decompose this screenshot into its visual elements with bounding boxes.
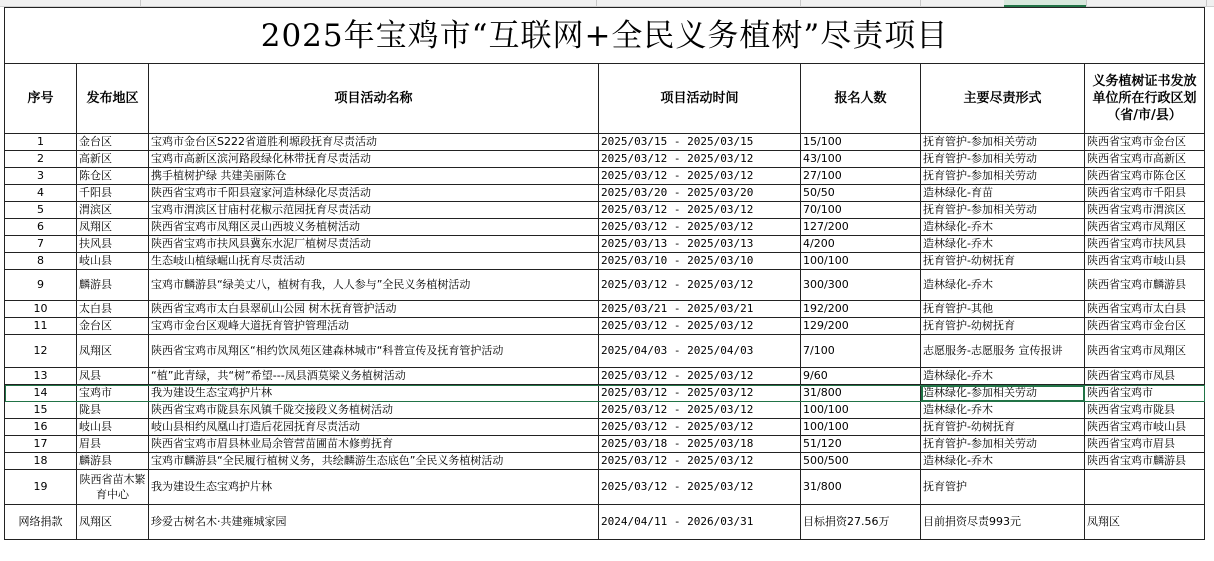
cell-count[interactable]: 100/100 bbox=[801, 253, 921, 270]
header-form[interactable]: 主要尽责形式 bbox=[921, 64, 1085, 134]
cell-seq[interactable]: 14 bbox=[5, 385, 77, 402]
table-row bbox=[5, 134, 1205, 151]
cell-cert[interactable]: 陕西省宝鸡市金台区 bbox=[1085, 318, 1205, 335]
table-row bbox=[5, 402, 1205, 419]
cell-time[interactable]: 2025/03/21 - 2025/03/21 bbox=[599, 301, 801, 318]
cell-seq[interactable]: 3 bbox=[5, 168, 77, 185]
donation-district[interactable]: 凤翔区 bbox=[77, 505, 149, 540]
cell-form[interactable]: 抚育管护-其他 bbox=[921, 301, 1085, 318]
table-row bbox=[5, 270, 1205, 301]
cell-count[interactable]: 300/300 bbox=[801, 270, 921, 301]
header-time[interactable]: 项目活动时间 bbox=[599, 64, 801, 134]
cell-count[interactable]: 50/50 bbox=[801, 185, 921, 202]
cell-form[interactable]: 造林绿化-乔木 bbox=[921, 270, 1085, 301]
cell-district[interactable]: 金台区 bbox=[77, 134, 149, 151]
cell-seq[interactable]: 4 bbox=[5, 185, 77, 202]
cell-cert[interactable]: 陕西省宝鸡市高新区 bbox=[1085, 151, 1205, 168]
cell-form[interactable]: 抚育管护 bbox=[921, 470, 1085, 505]
cell-seq[interactable]: 5 bbox=[5, 202, 77, 219]
cell-time[interactable]: 2025/03/12 - 2025/03/12 bbox=[599, 318, 801, 335]
cell-name[interactable]: “植”此青绿，共“树”希望---凤县酒莫梁义务植树活动 bbox=[149, 368, 599, 385]
cell-cert[interactable]: 陕西省宝鸡市眉县 bbox=[1085, 436, 1205, 453]
cell-count[interactable]: 7/100 bbox=[801, 335, 921, 368]
donation-row bbox=[5, 505, 1205, 540]
cell-count[interactable]: 127/200 bbox=[801, 219, 921, 236]
table-row bbox=[5, 453, 1205, 470]
header-count[interactable]: 报名人数 bbox=[801, 64, 921, 134]
cell-name[interactable]: 生态岐山植绿崛山抚育尽责活动 bbox=[149, 253, 599, 270]
column-divider[interactable] bbox=[920, 0, 921, 6]
cell-form[interactable]: 志愿服务-志愿服务 宣传报讲 bbox=[921, 335, 1085, 368]
cell-district[interactable]: 麟游县 bbox=[77, 453, 149, 470]
cell-time[interactable]: 2025/03/12 - 2025/03/12 bbox=[599, 168, 801, 185]
cell-cert[interactable]: 陕西省宝鸡市扶风县 bbox=[1085, 236, 1205, 253]
table-row bbox=[5, 236, 1205, 253]
cell-district[interactable]: 凤翔区 bbox=[77, 219, 149, 236]
donation-name[interactable]: 珍爱古树名木·共建雍城家园 bbox=[149, 505, 599, 540]
cell-count[interactable]: 31/800 bbox=[801, 385, 921, 402]
cell-form[interactable]: 抚育管护-参加相关劳动 bbox=[921, 436, 1085, 453]
cell-count[interactable]: 43/100 bbox=[801, 151, 921, 168]
cell-seq[interactable]: 19 bbox=[5, 470, 77, 505]
cell-district[interactable]: 扶风县 bbox=[77, 236, 149, 253]
cell-cert[interactable]: 陕西省宝鸡市凤翔区 bbox=[1085, 219, 1205, 236]
cell-time[interactable]: 2025/03/12 - 2025/03/12 bbox=[599, 453, 801, 470]
table-row bbox=[5, 335, 1205, 368]
cell-count[interactable]: 15/100 bbox=[801, 134, 921, 151]
cell-district[interactable]: 高新区 bbox=[77, 151, 149, 168]
cell-cert[interactable]: 陕西省宝鸡市太白县 bbox=[1085, 301, 1205, 318]
cell-form[interactable]: 抚育管护-参加相关劳动 bbox=[921, 202, 1085, 219]
cell-time[interactable]: 2025/03/12 - 2025/03/12 bbox=[599, 270, 801, 301]
cell-name[interactable]: 宝鸡市麟游县“绿美丈八，植树有我，人人参与”全民义务植树活动 bbox=[149, 270, 599, 301]
cell-cert[interactable]: 陕西省宝鸡市陈仓区 bbox=[1085, 168, 1205, 185]
cell-name[interactable]: 宝鸡市渭滨区甘庙村花椒示范园抚育尽责活动 bbox=[149, 202, 599, 219]
cell-district[interactable]: 太白县 bbox=[77, 301, 149, 318]
table-row bbox=[5, 202, 1205, 219]
cell-time[interactable]: 2025/03/20 - 2025/03/20 bbox=[599, 185, 801, 202]
cell-count[interactable]: 100/100 bbox=[801, 402, 921, 419]
cell-name[interactable]: 陕西省宝鸡市凤翔区灵山西坡义务植树活动 bbox=[149, 219, 599, 236]
column-header-strip bbox=[0, 0, 1214, 7]
header-seq[interactable]: 序号 bbox=[5, 64, 77, 134]
cell-cert[interactable]: 陕西省宝鸡市陇县 bbox=[1085, 402, 1205, 419]
cell-count[interactable]: 500/500 bbox=[801, 453, 921, 470]
cell-seq[interactable]: 18 bbox=[5, 453, 77, 470]
cell-seq[interactable]: 11 bbox=[5, 318, 77, 335]
cell-form[interactable]: 抚育管护-幼树抚育 bbox=[921, 419, 1085, 436]
cell-form[interactable]: 抚育管护-参加相关劳动 bbox=[921, 134, 1085, 151]
cell-name[interactable]: 陕西省宝鸡市太白县翠矶山公园 树木抚育管护活动 bbox=[149, 301, 599, 318]
cell-district[interactable]: 渭滨区 bbox=[77, 202, 149, 219]
cell-seq[interactable]: 13 bbox=[5, 368, 77, 385]
cell-count[interactable]: 27/100 bbox=[801, 168, 921, 185]
cell-cert[interactable]: 陕西省宝鸡市麟游县 bbox=[1085, 453, 1205, 470]
column-divider[interactable] bbox=[1086, 0, 1087, 6]
cell-form[interactable]: 造林绿化-乔木 bbox=[921, 236, 1085, 253]
column-divider[interactable] bbox=[140, 0, 141, 6]
cell-district[interactable]: 金台区 bbox=[77, 318, 149, 335]
cell-cert[interactable]: 陕西省宝鸡市岐山县 bbox=[1085, 253, 1205, 270]
table-row bbox=[5, 436, 1205, 453]
cell-district[interactable]: 岐山县 bbox=[77, 419, 149, 436]
cell-district[interactable]: 凤县 bbox=[77, 368, 149, 385]
table-body bbox=[5, 134, 1205, 505]
cell-name[interactable]: 陕西省宝鸡市眉县林业局余管营苗圃苗木修剪抚育 bbox=[149, 436, 599, 453]
cell-form[interactable]: 抚育管护-幼树抚育 bbox=[921, 253, 1085, 270]
cell-count[interactable]: 4/200 bbox=[801, 236, 921, 253]
column-divider[interactable] bbox=[1206, 0, 1207, 6]
cell-seq[interactable]: 9 bbox=[5, 270, 77, 301]
column-divider[interactable] bbox=[596, 0, 597, 6]
cell-seq[interactable]: 6 bbox=[5, 219, 77, 236]
cell-count[interactable]: 70/100 bbox=[801, 202, 921, 219]
cell-cert[interactable]: 陕西省宝鸡市岐山县 bbox=[1085, 419, 1205, 436]
table-row bbox=[5, 318, 1205, 335]
table-row bbox=[5, 253, 1205, 270]
cell-time[interactable]: 2025/03/12 - 2025/03/12 bbox=[599, 219, 801, 236]
cell-name[interactable]: 我为建设生态宝鸡护片林 bbox=[149, 385, 599, 402]
cell-time[interactable]: 2025/04/03 - 2025/04/03 bbox=[599, 335, 801, 368]
selected-column-marker[interactable] bbox=[1004, 0, 1086, 7]
cell-count[interactable]: 100/100 bbox=[801, 419, 921, 436]
table-row bbox=[5, 151, 1205, 168]
cell-time[interactable]: 2025/03/12 - 2025/03/12 bbox=[599, 402, 801, 419]
cell-cert[interactable]: 陕西省宝鸡市千阳县 bbox=[1085, 185, 1205, 202]
cell-district[interactable]: 麟游县 bbox=[77, 270, 149, 301]
cell-district[interactable]: 宝鸡市 bbox=[77, 385, 149, 402]
cell-seq[interactable]: 17 bbox=[5, 436, 77, 453]
cell-district[interactable]: 陕西省苗木繁育中心 bbox=[77, 470, 149, 505]
donation-seq[interactable]: 网络捐款 bbox=[5, 505, 77, 540]
cell-cert[interactable]: 陕西省宝鸡市渭滨区 bbox=[1085, 202, 1205, 219]
cell-time[interactable]: 2025/03/13 - 2025/03/13 bbox=[599, 236, 801, 253]
donation-count[interactable]: 目标捐资27.56万 bbox=[801, 505, 921, 540]
cell-seq[interactable]: 16 bbox=[5, 419, 77, 436]
table-row bbox=[5, 168, 1205, 185]
cell-seq[interactable]: 12 bbox=[5, 335, 77, 368]
cell-cert[interactable]: 陕西省宝鸡市麟游县 bbox=[1085, 270, 1205, 301]
cell-district[interactable]: 陈仓区 bbox=[77, 168, 149, 185]
cell-seq[interactable]: 2 bbox=[5, 151, 77, 168]
cell-cert[interactable]: 陕西省宝鸡市金台区 bbox=[1085, 134, 1205, 151]
cell-seq[interactable]: 1 bbox=[5, 134, 77, 151]
cell-time[interactable]: 2025/03/15 - 2025/03/15 bbox=[599, 134, 801, 151]
table-row bbox=[5, 301, 1205, 318]
cell-name[interactable]: 宝鸡市高新区滨河路段绿化林带抚育尽责活动 bbox=[149, 151, 599, 168]
cell-count[interactable]: 192/200 bbox=[801, 301, 921, 318]
cell-count[interactable]: 51/120 bbox=[801, 436, 921, 453]
column-divider[interactable] bbox=[800, 0, 801, 6]
cell-count[interactable]: 9/60 bbox=[801, 368, 921, 385]
cell-name[interactable]: 宝鸡市金台区观峰大道抚育管护管理活动 bbox=[149, 318, 599, 335]
cell-form[interactable]: 造林绿化-乔木 bbox=[921, 368, 1085, 385]
cell-cert[interactable]: 陕西省宝鸡市凤翔区 bbox=[1085, 335, 1205, 368]
cell-time[interactable]: 2025/03/12 - 2025/03/12 bbox=[599, 151, 801, 168]
cell-name[interactable]: 宝鸡市金台区S222省道胜利塬段抚育尽责活动 bbox=[149, 134, 599, 151]
cell-form[interactable]: 造林绿化-乔木 bbox=[921, 453, 1085, 470]
cell-count[interactable]: 129/200 bbox=[801, 318, 921, 335]
cell-time[interactable]: 2025/03/12 - 2025/03/12 bbox=[599, 368, 801, 385]
donation-form[interactable]: 目前捐资尽责993元 bbox=[921, 505, 1085, 540]
cell-form[interactable]: 造林绿化-乔木 bbox=[921, 219, 1085, 236]
table-row bbox=[5, 385, 1205, 402]
cell-time[interactable]: 2025/03/12 - 2025/03/12 bbox=[599, 385, 801, 402]
cell-form[interactable]: 造林绿化-育苗 bbox=[921, 185, 1085, 202]
cell-name[interactable]: 我为建设生态宝鸡护片林 bbox=[149, 470, 599, 505]
cell-name[interactable]: 宝鸡市麟游县“全民履行植树义务，共绘麟游生态底色”全民义务植树活动 bbox=[149, 453, 599, 470]
header-name[interactable]: 项目活动名称 bbox=[149, 64, 599, 134]
table-row bbox=[5, 368, 1205, 385]
cell-name[interactable]: 岐山县相约凤凰山打造后花园抚育尽责活动 bbox=[149, 419, 599, 436]
table-row bbox=[5, 185, 1205, 202]
cell-name[interactable]: 携手植树护绿 共建美丽陈仓 bbox=[149, 168, 599, 185]
cell-seq[interactable]: 15 bbox=[5, 402, 77, 419]
cell-time[interactable]: 2025/03/10 - 2025/03/10 bbox=[599, 253, 801, 270]
cell-time[interactable]: 2025/03/12 - 2025/03/12 bbox=[599, 202, 801, 219]
cell-district[interactable]: 眉县 bbox=[77, 436, 149, 453]
cell-name[interactable]: 陕西省宝鸡市千阳县寇家河造林绿化尽责活动 bbox=[149, 185, 599, 202]
table-row bbox=[5, 219, 1205, 236]
cell-cert[interactable]: 陕西省宝鸡市凤县 bbox=[1085, 368, 1205, 385]
cell-name[interactable]: 陕西省宝鸡市凤翔区“相约饮凤苑区建森林城市“科普宣传及抚育管护活动 bbox=[149, 335, 599, 368]
cell-time[interactable]: 2025/03/12 - 2025/03/12 bbox=[599, 419, 801, 436]
sheet-title[interactable]: 2025年宝鸡市“互联网+全民义务植树”尽责项目 bbox=[5, 8, 1205, 64]
donation-time[interactable]: 2024/04/11 - 2026/03/31 bbox=[599, 505, 801, 540]
table-row bbox=[5, 470, 1205, 505]
cell-count[interactable]: 31/800 bbox=[801, 470, 921, 505]
cell-name[interactable]: 陕西省宝鸡市陇县东风镇千陇交接段义务植树活动 bbox=[149, 402, 599, 419]
cell-time[interactable]: 2025/03/18 - 2025/03/18 bbox=[599, 436, 801, 453]
cell-form[interactable]: 造林绿化-乔木 bbox=[921, 402, 1085, 419]
cell-seq[interactable]: 7 bbox=[5, 236, 77, 253]
cell-form[interactable]: 抚育管护-参加相关劳动 bbox=[921, 151, 1085, 168]
cell-district[interactable]: 岐山县 bbox=[77, 253, 149, 270]
cell-cert[interactable] bbox=[1085, 470, 1205, 505]
donation-cert[interactable]: 凤翔区 bbox=[1085, 505, 1205, 540]
header-district[interactable]: 发布地区 bbox=[77, 64, 149, 134]
cell-seq[interactable]: 10 bbox=[5, 301, 77, 318]
cell-district[interactable]: 凤翔区 bbox=[77, 335, 149, 368]
header-cert[interactable]: 义务植树证书发放单位所在行政区划（省/市/县） bbox=[1085, 64, 1205, 134]
cell-form[interactable]: 抚育管护-幼树抚育 bbox=[921, 318, 1085, 335]
cell-cert[interactable]: 陕西省宝鸡市 bbox=[1085, 385, 1205, 402]
cell-form[interactable]: 抚育管护-参加相关劳动 bbox=[921, 168, 1085, 185]
cell-seq[interactable]: 8 bbox=[5, 253, 77, 270]
table-row bbox=[5, 419, 1205, 436]
cell-time[interactable]: 2025/03/12 - 2025/03/12 bbox=[599, 470, 801, 505]
project-table bbox=[4, 7, 1205, 540]
cell-form[interactable]: 造林绿化-参加相关劳动 bbox=[921, 385, 1085, 402]
cell-name[interactable]: 陕西省宝鸡市扶风县冀东水泥厂植树尽责活动 bbox=[149, 236, 599, 253]
cell-district[interactable]: 千阳县 bbox=[77, 185, 149, 202]
cell-district[interactable]: 陇县 bbox=[77, 402, 149, 419]
